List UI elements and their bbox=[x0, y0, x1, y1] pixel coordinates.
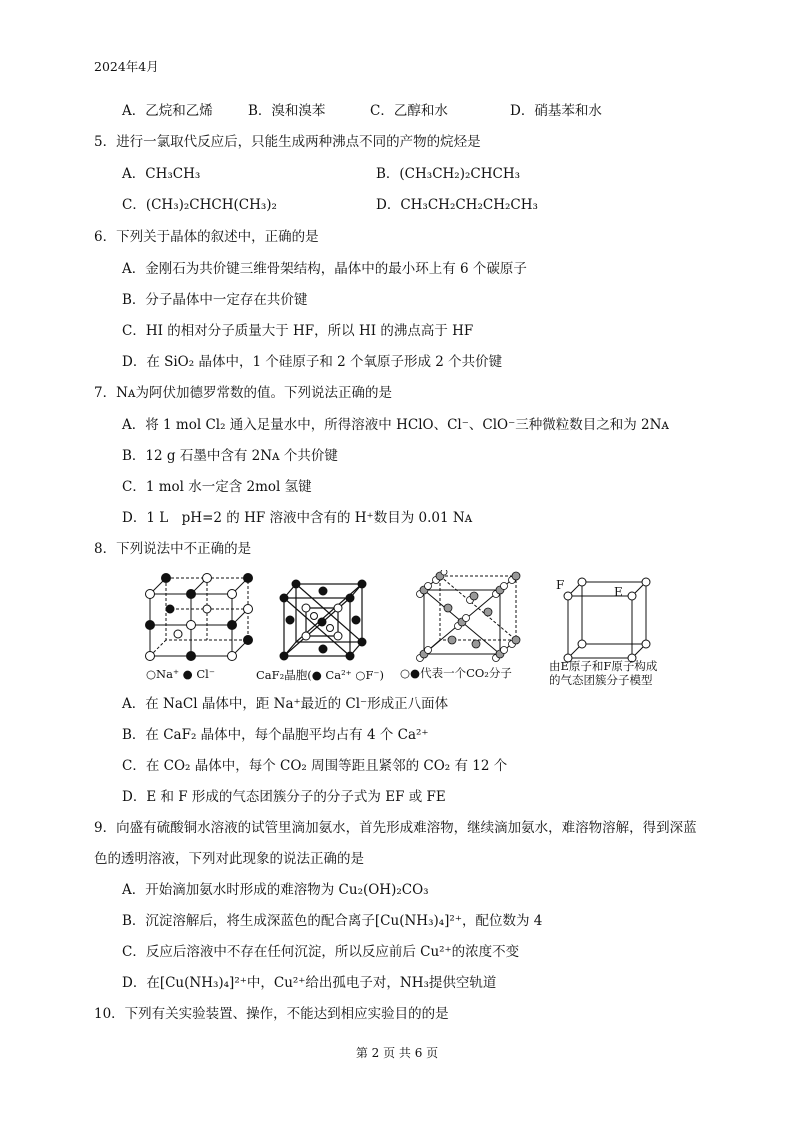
q5-option-d[interactable]: D．CH₃CH₂CH₂CH₂CH₃ bbox=[376, 197, 538, 213]
q7-option-b[interactable]: B．12 g 石墨中含有 2Nᴀ 个共价键 bbox=[122, 448, 338, 464]
q6-stem: 6．下列关于晶体的叙述中，正确的是 bbox=[94, 229, 319, 245]
q9-option-d[interactable]: D．在[Cu(NH₃)₄]²⁺中，Cu²⁺给出孤电子对，NH₃提供空轨道 bbox=[122, 975, 497, 991]
q9-option-b[interactable]: B．沉淀溶解后，将生成深蓝色的配合离子[Cu(NH₃)₄]²⁺，配位数为 4 bbox=[122, 913, 543, 929]
q8-option-c[interactable]: C．在 CO₂ 晶体中，每个 CO₂ 周围等距且紧邻的 CO₂ 有 12 个 bbox=[122, 758, 508, 774]
q8-stem: 8．下列说法中不正确的是 bbox=[94, 541, 252, 557]
ef-caption-line1: 由E原子和F原子构成 bbox=[549, 659, 658, 673]
q5-option-b[interactable]: B．(CH₃CH₂)₂CHCH₃ bbox=[376, 166, 521, 182]
ef-label-f: F bbox=[556, 578, 565, 592]
nacl-crystal-figure bbox=[140, 572, 256, 664]
q5-stem: 5．进行一氯取代反应后，只能生成两种沸点不同的产物的烷烃是 bbox=[94, 134, 481, 150]
q9-stem-line2: 色的透明溶液，下列对此现象的说法正确的是 bbox=[94, 851, 364, 867]
q8-option-a[interactable]: A．在 NaCl 晶体中，距 Na⁺最近的 Cl⁻形成正八面体 bbox=[122, 696, 449, 712]
nacl-caption: ○Na⁺ ● Cl⁻ bbox=[146, 667, 215, 681]
q9-option-c[interactable]: C．反应后溶液中不存在任何沉淀，所以反应前后 Cu²⁺的浓度不变 bbox=[122, 944, 520, 960]
q7-stem: 7．Nᴀ为阿伏加德罗常数的值。下列说法正确的是 bbox=[94, 385, 393, 401]
header-date: 2024年4月 bbox=[94, 59, 159, 74]
co2-caption: ○●代表一个CO₂分子 bbox=[400, 666, 512, 680]
q4-option-b[interactable]: B．溴和溴苯 bbox=[248, 103, 326, 119]
q6-option-a[interactable]: A．金刚石为共价键三维骨架结构，晶体中的最小环上有 6 个碳原子 bbox=[122, 261, 527, 277]
q6-option-d[interactable]: D．在 SiO₂ 晶体中，1 个硅原子和 2 个氧原子形成 2 个共价键 bbox=[122, 354, 503, 370]
q9-option-a[interactable]: A．开始滴加氨水时形成的难溶物为 Cu₂(OH)₂CO₃ bbox=[122, 882, 429, 898]
ef-label-e: E bbox=[614, 585, 623, 599]
footer-page-number: 第 2 页 共 6 页 bbox=[355, 1046, 439, 1060]
q5-option-c[interactable]: C．(CH₃)₂CHCH(CH₃)₂ bbox=[122, 197, 277, 213]
q9-stem-line1: 9．向盛有硫酸铜水溶液的试管里滴加氨水，首先形成难溶物，继续滴加氨水，难溶物溶解，得到深蓝 bbox=[94, 820, 697, 836]
q6-option-b[interactable]: B．分子晶体中一定存在共价键 bbox=[122, 292, 308, 308]
q4-option-a[interactable]: A．乙烷和乙烯 bbox=[122, 103, 213, 119]
q4-option-d[interactable]: D．硝基苯和水 bbox=[510, 103, 602, 119]
ef-cluster-figure bbox=[556, 574, 652, 666]
caf2-caption: CaF₂晶胞(● Ca²⁺ ○F⁻) bbox=[256, 668, 384, 682]
ef-caption-line2: 的气态团簇分子模型 bbox=[549, 673, 653, 687]
q7-option-a[interactable]: A．将 1 mol Cl₂ 通入足量水中，所得溶液中 HClO、Cl⁻、ClO⁻三种微粒数目之和为 2Nᴀ bbox=[122, 417, 670, 433]
q4-option-c[interactable]: C．乙醇和水 bbox=[370, 103, 448, 119]
q8-option-d[interactable]: D．E 和 F 形成的气态团簇分子的分子式为 EF 或 FE bbox=[122, 789, 446, 805]
q10-stem: 10．下列有关实验装置、操作，不能达到相应实验目的的是 bbox=[94, 1006, 449, 1022]
q7-option-d[interactable]: D．1 L pH=2 的 HF 溶液中含有的 H⁺数目为 0.01 Nᴀ bbox=[122, 510, 473, 526]
q6-option-c[interactable]: C．HI 的相对分子质量大于 HF，所以 HI 的沸点高于 HF bbox=[122, 323, 474, 339]
q8-option-b[interactable]: B．在 CaF₂ 晶体中，每个晶胞平均占有 4 个 Ca²⁺ bbox=[122, 727, 429, 743]
caf2-crystal-figure bbox=[274, 578, 370, 662]
co2-crystal-figure bbox=[410, 570, 526, 662]
q5-option-a[interactable]: A．CH₃CH₃ bbox=[122, 166, 201, 182]
q7-option-c[interactable]: C．1 mol 水一定含 2mol 氢键 bbox=[122, 479, 312, 495]
